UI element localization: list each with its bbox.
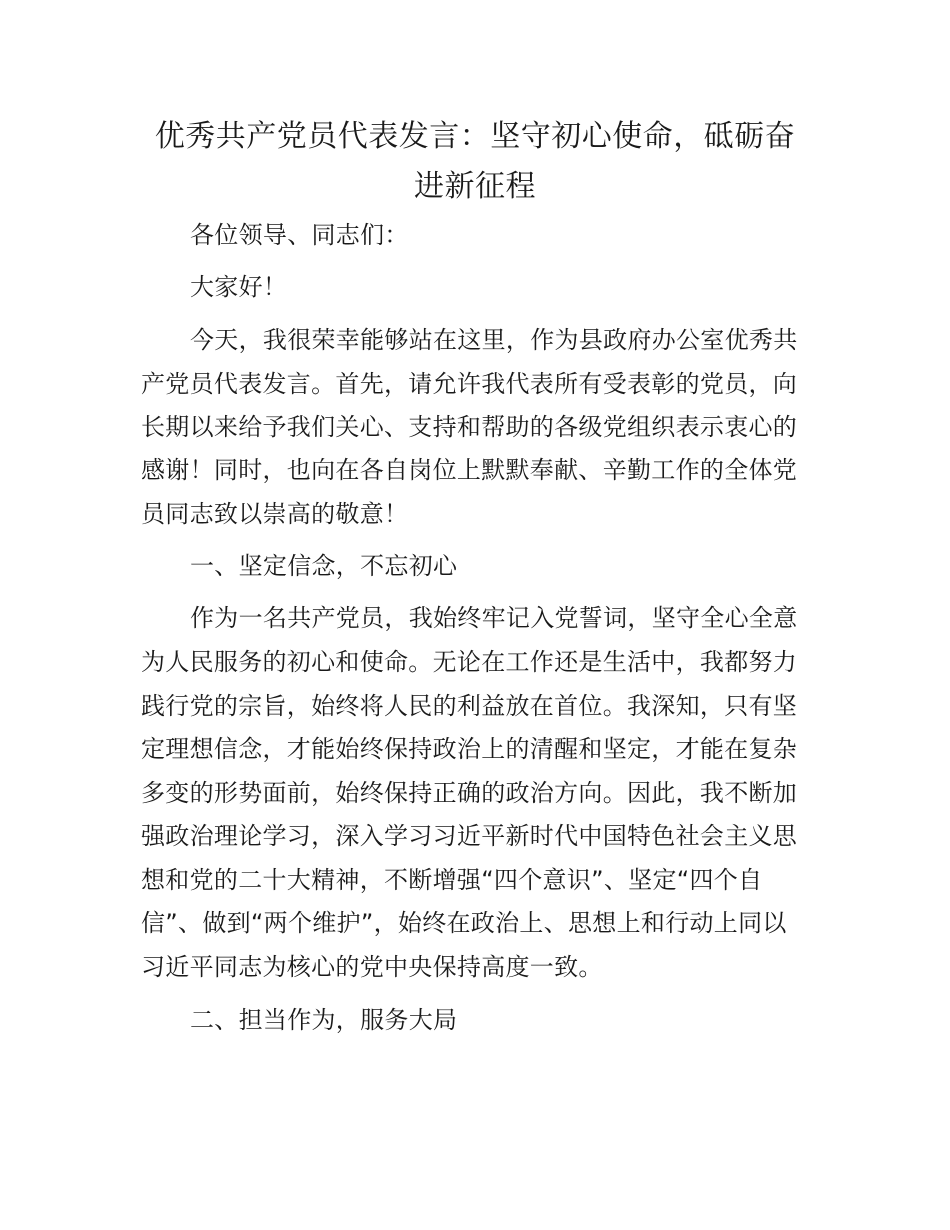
section-1-line-5: 多变的形势面前，始终保持正确的政治方向。因此，我不断加 [141,779,798,807]
section-1-heading: 一、坚定信念，不忘初心 [190,552,458,580]
section-1-line-1: 作为一名共产党员，我始终牢记入党誓词，坚守全心全意 [190,604,798,632]
intro-line-1: 今天，我很荣幸能够站在这里，作为县政府办公室优秀共 [190,326,798,354]
section-1-line-9: 习近平同志为核心的党中央保持高度一致。 [141,953,603,981]
section-1-line-8: 信”、做到“两个维护”，始终在政治上、思想上和行动上同以 [141,909,787,937]
intro-line-4: 感谢！同时，也向在各自岗位上默默奉献、辛勤工作的全体党 [141,456,798,484]
section-2-heading: 二、担当作为，服务大局 [190,1006,458,1034]
section-1-line-4: 定理想信念，才能始终保持政治上的清醒和坚定，才能在复杂 [141,735,798,763]
section-1-line-7: 想和党的二十大精神，不断增强“四个意识”、坚定“四个自 [141,866,763,894]
intro-line-3: 长期以来给予我们关心、支持和帮助的各级党组织表示衷心的 [141,413,798,441]
intro-line-5: 员同志致以崇高的敬意！ [141,500,409,528]
hello-line: 大家好！ [190,273,288,301]
intro-line-2: 产党员代表发言。首先，请允许我代表所有受表彰的党员，向 [141,370,798,398]
greeting: 各位领导、同志们： [190,221,409,249]
section-1-line-2: 为人民服务的初心和使命。无论在工作还是生活中，我都努力 [141,648,798,676]
section-1-line-3: 践行党的宗旨，始终将人民的利益放在首位。我深知，只有坚 [141,692,798,720]
section-1-line-6: 强政治理论学习，深入学习习近平新时代中国特色社会主义思 [141,822,798,850]
document-title: 优秀共产党员代表发言：坚守初心使命，砥砺奋进新征程 [154,119,796,204]
